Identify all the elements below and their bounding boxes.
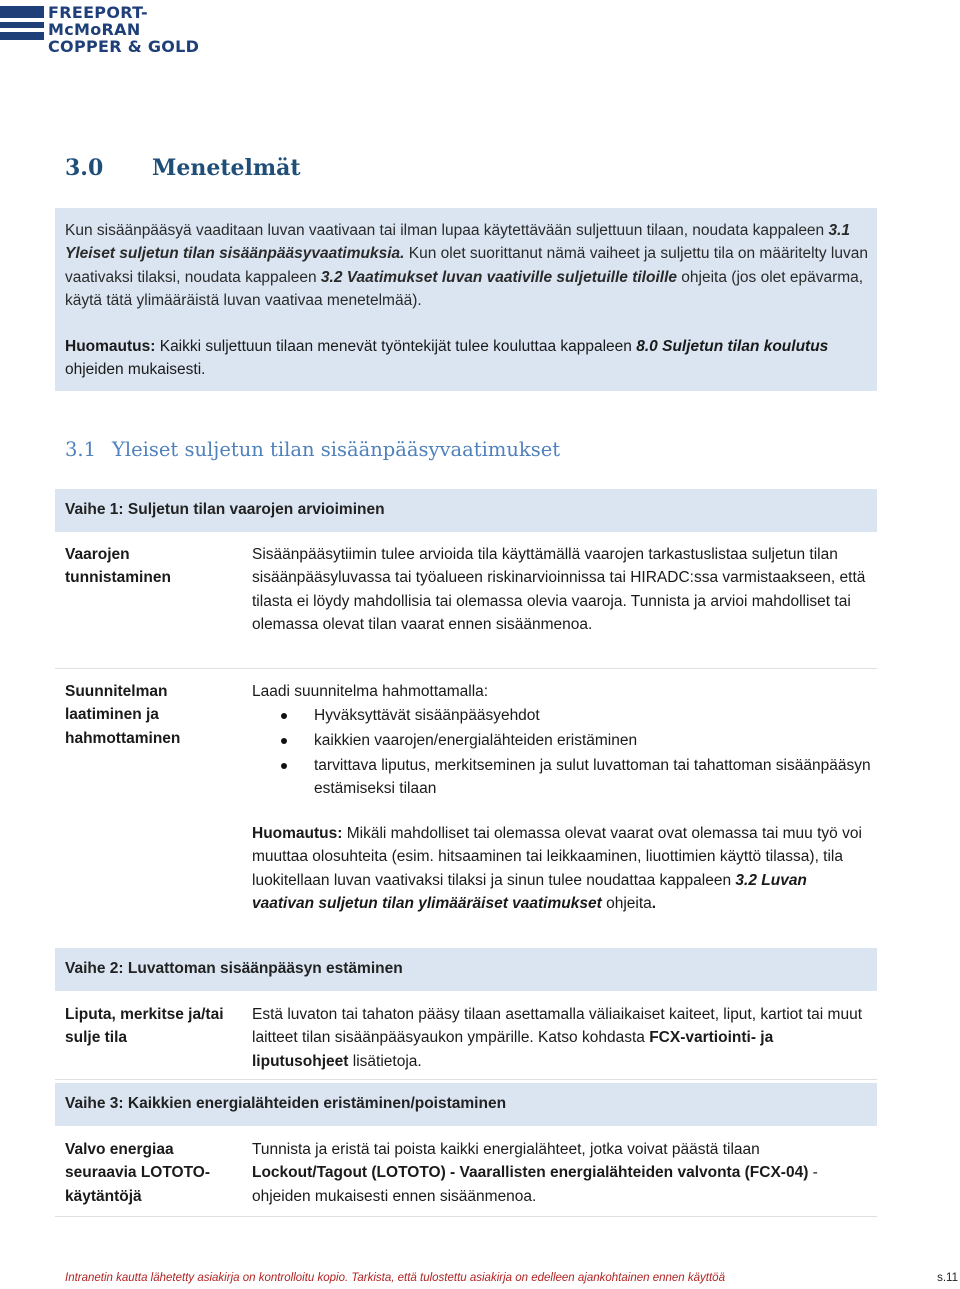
plan-note-label: Huomautus: [252, 825, 343, 842]
row-divider [55, 1216, 877, 1217]
logo-line-1: FREEPORT-McMoRAN [48, 3, 148, 39]
intro-ref-3-2: 3.2 Vaatimukset luvan vaativille suljetuille tiloille [320, 268, 677, 286]
loto-text [252, 1138, 872, 1208]
barrier-text-a: Estä luvaton tai tahaton pääsy tilaan asettamalla väliaikaiset kaiteet, liput, kartiot tai muut laitteet tilan sisäänpääsyaukon ympärille. Katso kohdasta [252, 1006, 863, 1047]
barrier-text-c: lisätietoja. [348, 1052, 422, 1070]
row-divider [55, 668, 877, 669]
bullet-icon [281, 713, 287, 719]
hazard-identification-text: Sisäänpääsytiimin tulee arvioida tila käyttämällä vaarojen tarkastuslistaa suljetun tilan sisäänpääsyluvassa tai työalueen riskinarvioinnissa tai HIRADC:ssa varmistaakseen, että tilasta ei löydy mahdollisia tai olemassa olevia vaaroja. Tunnista ja arvioi mahdolliset tai olemassa olevat tilan vaarat ennen sisäänmenoa. [252, 546, 866, 634]
bullet-text: tarvittava liputus, merkitseminen ja sulut luvattoman tai tahattoman sisäänpääsyn estämiseksi tilaan [314, 756, 871, 798]
section-heading [65, 155, 301, 181]
page-number: s.11 [937, 1272, 958, 1284]
phase-3-title: Vaihe 3: Kaikkien energialähteiden eristäminen/poistaminen [65, 1095, 507, 1112]
subsection-heading [65, 438, 560, 461]
hazard-identification-label: Vaarojen tunnistaminen [65, 546, 171, 587]
plan-bullet-list [252, 704, 872, 802]
intro-note-ref-title: Suljetun tilan koulutus [662, 338, 829, 355]
row-divider [55, 1079, 877, 1080]
plan-note-ref: 3.2 Luvan vaativan suljetun tilan ylimääräiset vaatimukset [252, 871, 807, 913]
phase-3-header [55, 1083, 877, 1126]
plan-label: Suunnitelman laatiminen ja hahmottaminen [65, 683, 181, 747]
intro-text-a: Kun sisäänpääsyä vaaditaan luvan vaativaan tai ilman lupaa käytettävään suljettuun tilaan, noudata kappaleen [65, 222, 829, 239]
plan-note-text: Mikäli mahdolliset tai olemassa olevat vaarat ovat olemassa tai muu työ voi muuttaa olosuhteita (esim. hitsaaminen tai leikkaaminen, liuottimien käyttö tilassa), tila luokitellaan luvan vaativaksi tilaksi ja sinun tulee noudattaa kappaleen [252, 825, 862, 889]
bullet-icon [281, 738, 287, 744]
logo-mark-icon [0, 6, 44, 40]
logo-text [48, 4, 240, 55]
intro-note [65, 335, 870, 382]
bullet-icon [281, 763, 287, 769]
loto-text-c: -ohjeiden mukaisesti ennen sisäänmenoa. [252, 1164, 818, 1205]
phase-1-title: Vaihe 1: Suljetun tilan vaarojen arvioiminen [65, 501, 385, 518]
list-item [252, 704, 872, 727]
phase-2-header [55, 948, 877, 991]
company-logo [0, 3, 240, 56]
intro-note-label: Huomautus: [65, 338, 156, 355]
barrier-ref: FCX-vartiointi- ja liputusohjeet [252, 1029, 774, 1070]
intro-text-c: Kun olet suorittanut nämä vaiheet ja suljettu tila on määritelty luvan vaativaksi tilaksi, noudata kappaleen [65, 245, 868, 286]
plan-note-suffix: ohjeita [601, 895, 652, 913]
subsection-title: Yleiset suljetun tilan sisäänpääsyvaatimukset [112, 438, 561, 461]
intro-note-ref-num: 8.0 [636, 338, 658, 355]
list-item [252, 729, 872, 752]
intro-ref-3-1: 3.1 Yleiset suljetun tilan sisäänpääsyvaatimuksia. [65, 222, 851, 263]
bullet-text: kaikkien vaarojen/energialähteiden eristäminen [314, 731, 638, 749]
footer-disclaimer: Intranetin kautta lähetetty asiakirja on kontrolloitu kopio. Tarkista, että tulostettu asiakirja on edelleen ajankohtainen ennen käyttöä [65, 1272, 725, 1284]
section-title: Menetelmät [152, 155, 301, 181]
phase-2-title: Vaihe 2: Luvattoman sisäänpääsyn estäminen [65, 960, 403, 977]
plan-intro: Laadi suunnitelma hahmottamalla: [252, 683, 489, 700]
intro-note-end: ohjeiden mukaisesti. [65, 361, 206, 379]
subsection-number: 3.1 [65, 438, 97, 461]
list-item [252, 754, 872, 801]
loto-ref: Lockout/Tagout (LOTOTO) - Vaarallisten energialähteiden valvonta (FCX-04) [252, 1164, 809, 1182]
plan-note [252, 822, 872, 916]
phase-1-header [55, 489, 877, 532]
section-number: 3.0 [65, 155, 104, 181]
intro-box [55, 208, 877, 391]
loto-label: Valvo energiaa seuraavia LOTOTO-käytäntöjä [65, 1141, 211, 1205]
logo-line-2: COPPER & GOLD [48, 37, 200, 56]
barrier-label: Liputa, merkitse ja/tai sulje tila [65, 1006, 224, 1047]
loto-text-a: Tunnista ja eristä tai poista kaikki energialähteet, jotka voivat päästä tilaan [252, 1141, 760, 1158]
intro-paragraph [65, 219, 870, 313]
bullet-text: Hyväksyttävät sisäänpääsyehdot [314, 707, 540, 724]
intro-text-e: ohjeita (jos olet epävarma, käytä tätä ylimääräistä luvan vaativaa menetelmää). [65, 268, 864, 310]
barrier-text [252, 1003, 872, 1073]
plan-note-end: . [651, 895, 657, 913]
intro-note-text: Kaikki suljettuun tilaan menevät työntekijät tulee kouluttaa kappaleen [155, 338, 637, 355]
